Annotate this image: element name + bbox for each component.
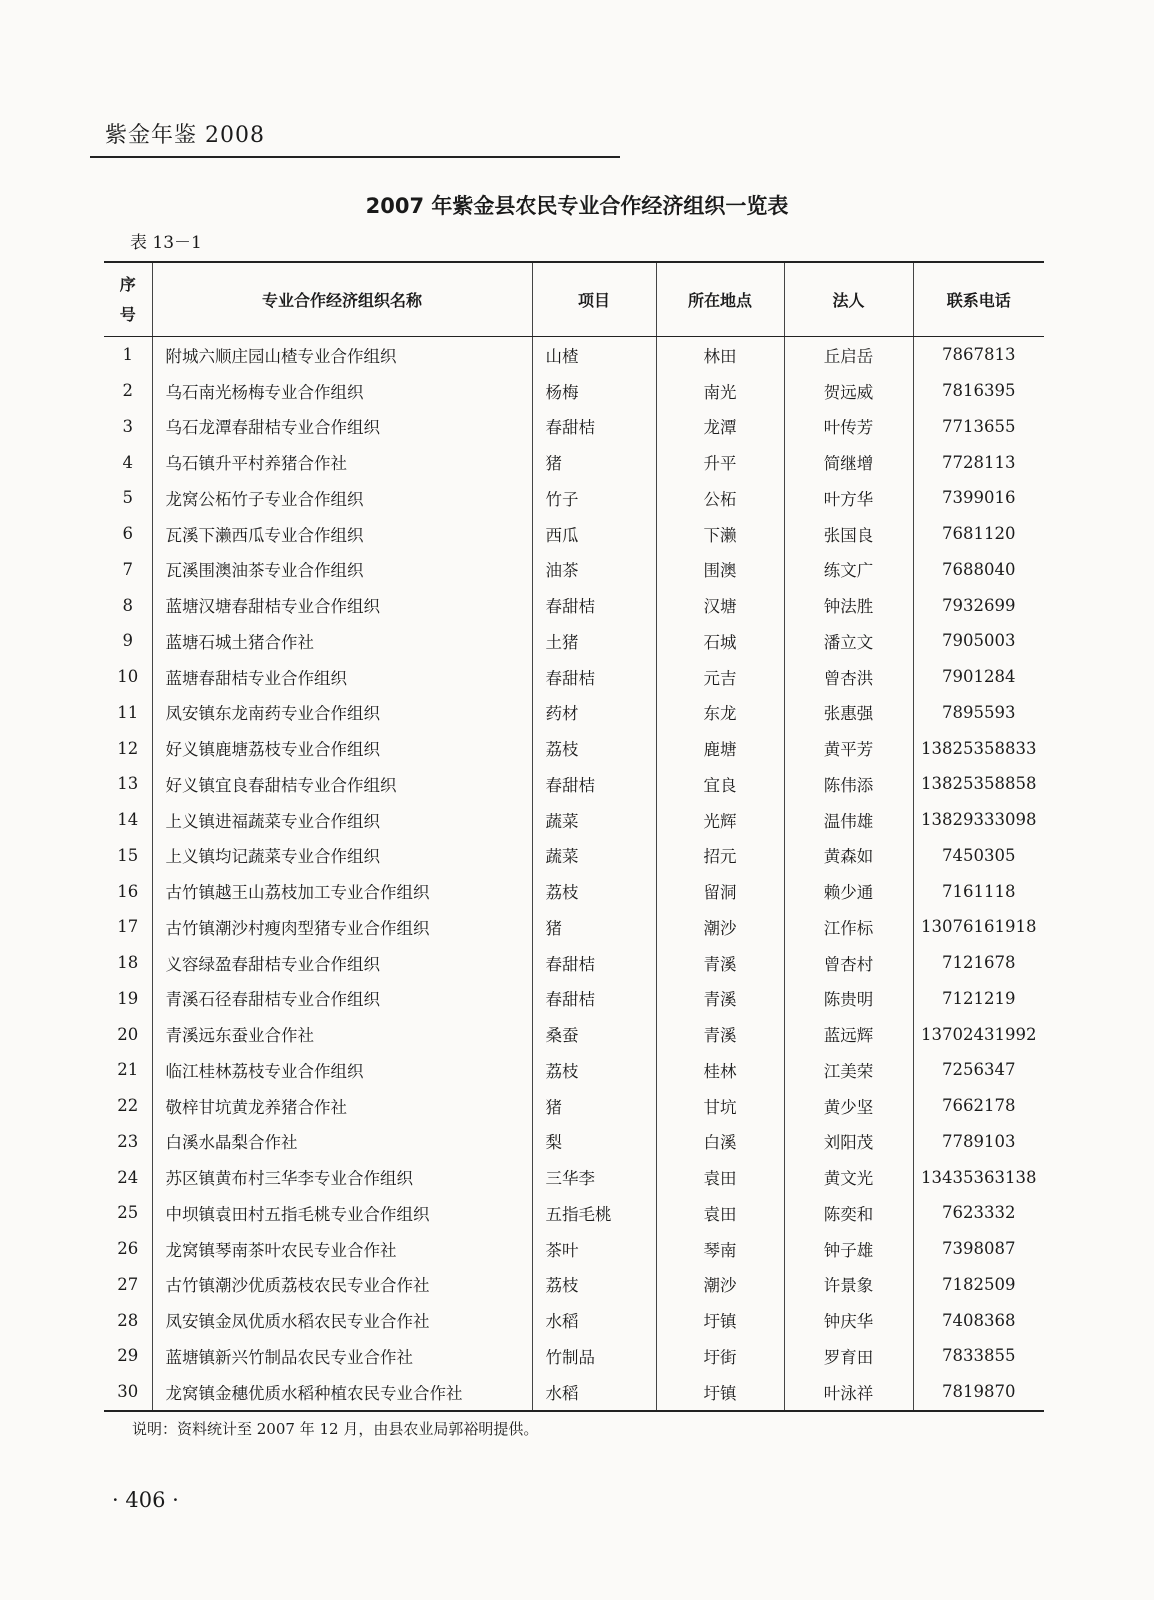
cell-location: 琴南 bbox=[656, 1231, 784, 1267]
table-row bbox=[104, 1338, 1044, 1374]
table-row bbox=[104, 1374, 1044, 1411]
cell-item: 药材 bbox=[532, 695, 656, 731]
cell-location: 东龙 bbox=[656, 695, 784, 731]
cell-item: 杨梅 bbox=[532, 373, 656, 409]
cell-item: 春甜桔 bbox=[532, 659, 656, 695]
table-row bbox=[104, 1302, 1044, 1338]
cell-serial: 5 bbox=[104, 480, 152, 516]
cell-location: 升平 bbox=[656, 444, 784, 480]
cell-legal-person: 贺远威 bbox=[784, 373, 913, 409]
cell-legal-person: 陈奕和 bbox=[784, 1195, 913, 1231]
cell-location: 白溪 bbox=[656, 1124, 784, 1160]
cooperatives-table bbox=[104, 261, 1044, 1412]
cell-item: 荔枝 bbox=[532, 730, 656, 766]
cell-serial: 18 bbox=[104, 945, 152, 981]
cell-item: 春甜桔 bbox=[532, 587, 656, 623]
cell-legal-person: 叶泳祥 bbox=[784, 1374, 913, 1411]
cell-org-name: 好义镇宜良春甜桔专业合作组织 bbox=[152, 766, 532, 802]
header-rule bbox=[90, 156, 620, 158]
cell-legal-person: 温伟雄 bbox=[784, 802, 913, 838]
cell-org-name: 瓦溪围澳油茶专业合作组织 bbox=[152, 552, 532, 588]
cell-legal-person: 钟法胜 bbox=[784, 587, 913, 623]
cell-org-name: 古竹镇潮沙优质荔枝农民专业合作社 bbox=[152, 1267, 532, 1303]
cell-serial: 19 bbox=[104, 981, 152, 1017]
cell-item: 春甜桔 bbox=[532, 981, 656, 1017]
cell-legal-person: 江美荣 bbox=[784, 1052, 913, 1088]
header-legal-person: 法人 bbox=[784, 262, 913, 337]
cell-location: 元吉 bbox=[656, 659, 784, 695]
cell-legal-person: 叶传芳 bbox=[784, 409, 913, 445]
table-row bbox=[104, 659, 1044, 695]
cell-legal-person: 潘立文 bbox=[784, 623, 913, 659]
cell-legal-person: 曾杏村 bbox=[784, 945, 913, 981]
cell-serial: 21 bbox=[104, 1052, 152, 1088]
cell-item: 春甜桔 bbox=[532, 945, 656, 981]
cell-location: 林田 bbox=[656, 337, 784, 373]
cell-item: 水稻 bbox=[532, 1374, 656, 1411]
cell-org-name: 蓝塘镇新兴竹制品农民专业合作社 bbox=[152, 1338, 532, 1374]
cell-serial: 11 bbox=[104, 695, 152, 731]
cell-item: 三华李 bbox=[532, 1159, 656, 1195]
table-row bbox=[104, 1195, 1044, 1231]
cell-item: 山楂 bbox=[532, 337, 656, 373]
footnote: 说明：资料统计至 2007 年 12 月，由县农业局郭裕明提供。 bbox=[132, 1420, 539, 1438]
cell-phone: 7932699 bbox=[942, 595, 1016, 615]
cell-location: 光辉 bbox=[656, 802, 784, 838]
cell-phone: 7121678 bbox=[942, 953, 1016, 973]
table-row bbox=[104, 337, 1044, 373]
table-row bbox=[104, 1016, 1044, 1052]
cell-legal-person: 练文广 bbox=[784, 552, 913, 588]
cell-item: 梨 bbox=[532, 1124, 656, 1160]
cell-location: 青溪 bbox=[656, 1016, 784, 1052]
cell-item: 猪 bbox=[532, 909, 656, 945]
cell-phone: 7450305 bbox=[942, 845, 1016, 865]
table-row bbox=[104, 945, 1044, 981]
cell-location: 潮沙 bbox=[656, 1267, 784, 1303]
cell-legal-person: 钟庆华 bbox=[784, 1302, 913, 1338]
table-row bbox=[104, 838, 1044, 874]
table-row bbox=[104, 1052, 1044, 1088]
cell-phone: 7399016 bbox=[942, 488, 1016, 508]
cell-legal-person: 黄平芳 bbox=[784, 730, 913, 766]
cell-org-name: 乌石镇升平村养猪合作社 bbox=[152, 444, 532, 480]
cell-item: 西瓜 bbox=[532, 516, 656, 552]
cell-phone: 13076161918 bbox=[921, 917, 1037, 937]
cell-org-name: 蓝塘汉塘春甜桔专业合作组织 bbox=[152, 587, 532, 623]
cell-serial: 4 bbox=[104, 444, 152, 480]
cell-org-name: 蓝塘石城土猪合作社 bbox=[152, 623, 532, 659]
cell-item: 荔枝 bbox=[532, 873, 656, 909]
table-row bbox=[104, 981, 1044, 1017]
cell-item: 荔枝 bbox=[532, 1052, 656, 1088]
cell-phone: 7688040 bbox=[942, 559, 1016, 579]
cell-phone: 7789103 bbox=[942, 1131, 1016, 1151]
cell-legal-person: 黄少坚 bbox=[784, 1088, 913, 1124]
cell-legal-person: 罗育田 bbox=[784, 1338, 913, 1374]
cell-location: 袁田 bbox=[656, 1159, 784, 1195]
cell-phone: 7182509 bbox=[942, 1274, 1016, 1294]
header-phone: 联系电话 bbox=[913, 262, 1044, 337]
cell-legal-person: 许景象 bbox=[784, 1267, 913, 1303]
table-row bbox=[104, 587, 1044, 623]
cell-phone: 7121219 bbox=[942, 988, 1016, 1008]
cell-org-name: 苏区镇黄布村三华李专业合作组织 bbox=[152, 1159, 532, 1195]
cell-phone: 7398087 bbox=[942, 1239, 1016, 1259]
cell-phone: 7256347 bbox=[942, 1060, 1016, 1080]
cell-location: 桂林 bbox=[656, 1052, 784, 1088]
cell-legal-person: 黄森如 bbox=[784, 838, 913, 874]
cell-org-name: 青溪石径春甜桔专业合作组织 bbox=[152, 981, 532, 1017]
cell-phone: 7833855 bbox=[942, 1346, 1016, 1366]
header-serial-number bbox=[104, 262, 152, 337]
cell-org-name: 上义镇进福蔬菜专业合作组织 bbox=[152, 802, 532, 838]
cell-location: 圩镇 bbox=[656, 1374, 784, 1411]
cell-serial: 17 bbox=[104, 909, 152, 945]
cell-serial: 25 bbox=[104, 1195, 152, 1231]
table-title: 2007 年紫金县农民专业合作经济组织一览表 bbox=[365, 194, 789, 218]
cell-serial: 23 bbox=[104, 1124, 152, 1160]
cell-serial: 6 bbox=[104, 516, 152, 552]
header-serial-line2: 号 bbox=[119, 304, 136, 324]
cell-phone: 13829333098 bbox=[921, 810, 1037, 830]
table-row bbox=[104, 802, 1044, 838]
cell-legal-person: 丘启岳 bbox=[784, 337, 913, 373]
cell-phone: 7662178 bbox=[942, 1096, 1016, 1116]
cell-serial: 27 bbox=[104, 1267, 152, 1303]
cell-serial: 20 bbox=[104, 1016, 152, 1052]
cell-location: 圩镇 bbox=[656, 1302, 784, 1338]
cell-location: 下濑 bbox=[656, 516, 784, 552]
cell-serial: 7 bbox=[104, 552, 152, 588]
cell-serial: 16 bbox=[104, 873, 152, 909]
table-row bbox=[104, 552, 1044, 588]
cell-phone: 13702431992 bbox=[921, 1024, 1037, 1044]
cell-serial: 3 bbox=[104, 409, 152, 445]
header-location: 所在地点 bbox=[656, 262, 784, 337]
table-row bbox=[104, 1124, 1044, 1160]
cell-phone: 7408368 bbox=[942, 1310, 1016, 1330]
cell-serial: 1 bbox=[104, 337, 152, 373]
cell-org-name: 中坝镇袁田村五指毛桃专业合作组织 bbox=[152, 1195, 532, 1231]
cell-item: 春甜桔 bbox=[532, 409, 656, 445]
cell-org-name: 龙窝公柘竹子专业合作组织 bbox=[152, 480, 532, 516]
cell-org-name: 好义镇鹿塘荔枝专业合作组织 bbox=[152, 730, 532, 766]
cell-item: 猪 bbox=[532, 1088, 656, 1124]
cell-phone: 13825358833 bbox=[921, 738, 1037, 758]
table-row bbox=[104, 480, 1044, 516]
cell-serial: 14 bbox=[104, 802, 152, 838]
table-row bbox=[104, 695, 1044, 731]
cell-location: 石城 bbox=[656, 623, 784, 659]
cell-location: 龙潭 bbox=[656, 409, 784, 445]
cell-phone: 13825358858 bbox=[921, 774, 1037, 794]
cell-location: 南光 bbox=[656, 373, 784, 409]
cell-phone: 7161118 bbox=[942, 881, 1016, 901]
cell-location: 围澳 bbox=[656, 552, 784, 588]
cell-location: 公柘 bbox=[656, 480, 784, 516]
cell-serial: 22 bbox=[104, 1088, 152, 1124]
cell-item: 茶叶 bbox=[532, 1231, 656, 1267]
cell-item: 蔬菜 bbox=[532, 838, 656, 874]
cell-item: 五指毛桃 bbox=[532, 1195, 656, 1231]
cell-serial: 30 bbox=[104, 1374, 152, 1411]
table-header-row bbox=[104, 262, 1044, 337]
cell-location: 招元 bbox=[656, 838, 784, 874]
cell-org-name: 义容绿盈春甜桔专业合作组织 bbox=[152, 945, 532, 981]
cell-org-name: 乌石南光杨梅专业合作组织 bbox=[152, 373, 532, 409]
cell-serial: 8 bbox=[104, 587, 152, 623]
table-row bbox=[104, 444, 1044, 480]
table-row bbox=[104, 730, 1044, 766]
cell-item: 油茶 bbox=[532, 552, 656, 588]
cell-phone: 7816395 bbox=[942, 381, 1016, 401]
cell-item: 竹制品 bbox=[532, 1338, 656, 1374]
cell-phone: 13435363138 bbox=[921, 1167, 1037, 1187]
cell-org-name: 青溪远东蚕业合作社 bbox=[152, 1016, 532, 1052]
cell-phone: 7728113 bbox=[942, 452, 1016, 472]
cell-serial: 2 bbox=[104, 373, 152, 409]
cell-legal-person: 张惠强 bbox=[784, 695, 913, 731]
cell-location: 留洞 bbox=[656, 873, 784, 909]
table-row bbox=[104, 873, 1044, 909]
cell-phone: 7623332 bbox=[942, 1203, 1016, 1223]
cell-serial: 9 bbox=[104, 623, 152, 659]
cell-phone: 7905003 bbox=[942, 631, 1016, 651]
cell-org-name: 凤安镇金凤优质水稻农民专业合作社 bbox=[152, 1302, 532, 1338]
cell-item: 土猪 bbox=[532, 623, 656, 659]
cell-legal-person: 叶方华 bbox=[784, 480, 913, 516]
header-item: 项目 bbox=[532, 262, 656, 337]
running-head: 紫金年鉴 2008 bbox=[105, 123, 265, 148]
page-number: · 406 · bbox=[112, 1488, 179, 1512]
cell-legal-person: 简继增 bbox=[784, 444, 913, 480]
cell-legal-person: 刘阳茂 bbox=[784, 1124, 913, 1160]
cell-org-name: 蓝塘春甜桔专业合作组织 bbox=[152, 659, 532, 695]
table-row bbox=[104, 623, 1044, 659]
cell-serial: 26 bbox=[104, 1231, 152, 1267]
table-row bbox=[104, 1088, 1044, 1124]
cell-org-name: 龙窝镇金穗优质水稻种植农民专业合作社 bbox=[152, 1374, 532, 1411]
cell-serial: 10 bbox=[104, 659, 152, 695]
cell-legal-person: 蓝远辉 bbox=[784, 1016, 913, 1052]
table-row bbox=[104, 409, 1044, 445]
cell-serial: 12 bbox=[104, 730, 152, 766]
cell-phone: 7713655 bbox=[942, 416, 1016, 436]
cell-item: 水稻 bbox=[532, 1302, 656, 1338]
cell-serial: 15 bbox=[104, 838, 152, 874]
cell-phone: 7901284 bbox=[942, 667, 1016, 687]
cell-legal-person: 江作标 bbox=[784, 909, 913, 945]
cell-item: 荔枝 bbox=[532, 1267, 656, 1303]
cell-location: 甘坑 bbox=[656, 1088, 784, 1124]
cell-org-name: 白溪水晶梨合作社 bbox=[152, 1124, 532, 1160]
cell-org-name: 临江桂林荔枝专业合作组织 bbox=[152, 1052, 532, 1088]
cell-org-name: 龙窝镇琴南茶叶农民专业合作社 bbox=[152, 1231, 532, 1267]
cell-item: 猪 bbox=[532, 444, 656, 480]
cell-phone: 7681120 bbox=[942, 524, 1016, 544]
table-body bbox=[104, 337, 1044, 1411]
cell-legal-person: 钟子雄 bbox=[784, 1231, 913, 1267]
table-row bbox=[104, 1231, 1044, 1267]
cell-legal-person: 陈伟添 bbox=[784, 766, 913, 802]
cell-item: 蔬菜 bbox=[532, 802, 656, 838]
cell-item: 竹子 bbox=[532, 480, 656, 516]
table-row bbox=[104, 373, 1044, 409]
cell-phone: 7895593 bbox=[942, 702, 1016, 722]
cell-org-name: 乌石龙潭春甜桔专业合作组织 bbox=[152, 409, 532, 445]
cell-legal-person: 曾杏洪 bbox=[784, 659, 913, 695]
cell-location: 圩街 bbox=[656, 1338, 784, 1374]
cell-legal-person: 陈贵明 bbox=[784, 981, 913, 1017]
cell-serial: 29 bbox=[104, 1338, 152, 1374]
cell-serial: 13 bbox=[104, 766, 152, 802]
table-row bbox=[104, 1159, 1044, 1195]
cell-org-name: 上义镇均记蔬菜专业合作组织 bbox=[152, 838, 532, 874]
cell-org-name: 凤安镇东龙南药专业合作组织 bbox=[152, 695, 532, 731]
cell-legal-person: 张国良 bbox=[784, 516, 913, 552]
cell-location: 鹿塘 bbox=[656, 730, 784, 766]
cell-phone: 7867813 bbox=[942, 345, 1016, 365]
cell-org-name: 敬梓甘坑黄龙养猪合作社 bbox=[152, 1088, 532, 1124]
cell-org-name: 古竹镇越王山荔枝加工专业合作组织 bbox=[152, 873, 532, 909]
cell-org-name: 瓦溪下濑西瓜专业合作组织 bbox=[152, 516, 532, 552]
cell-location: 青溪 bbox=[656, 981, 784, 1017]
header-serial-line1: 序 bbox=[119, 274, 136, 294]
cell-location: 汉塘 bbox=[656, 587, 784, 623]
cell-legal-person: 黄文光 bbox=[784, 1159, 913, 1195]
cell-location: 青溪 bbox=[656, 945, 784, 981]
cell-item: 春甜桔 bbox=[532, 766, 656, 802]
cell-legal-person: 赖少通 bbox=[784, 873, 913, 909]
table-number: 表 13－1 bbox=[130, 233, 202, 253]
cell-org-name: 附城六顺庄园山楂专业合作组织 bbox=[152, 337, 532, 373]
table-row bbox=[104, 516, 1044, 552]
cell-serial: 24 bbox=[104, 1159, 152, 1195]
table-row bbox=[104, 1267, 1044, 1303]
cell-serial: 28 bbox=[104, 1302, 152, 1338]
cell-location: 宜良 bbox=[656, 766, 784, 802]
header-org-name: 专业合作经济组织名称 bbox=[152, 262, 532, 337]
cell-org-name: 古竹镇潮沙村瘦肉型猪专业合作组织 bbox=[152, 909, 532, 945]
table-row bbox=[104, 909, 1044, 945]
cell-item: 桑蚕 bbox=[532, 1016, 656, 1052]
cell-phone: 7819870 bbox=[942, 1382, 1016, 1402]
cell-location: 潮沙 bbox=[656, 909, 784, 945]
table-row bbox=[104, 766, 1044, 802]
cell-location: 袁田 bbox=[656, 1195, 784, 1231]
